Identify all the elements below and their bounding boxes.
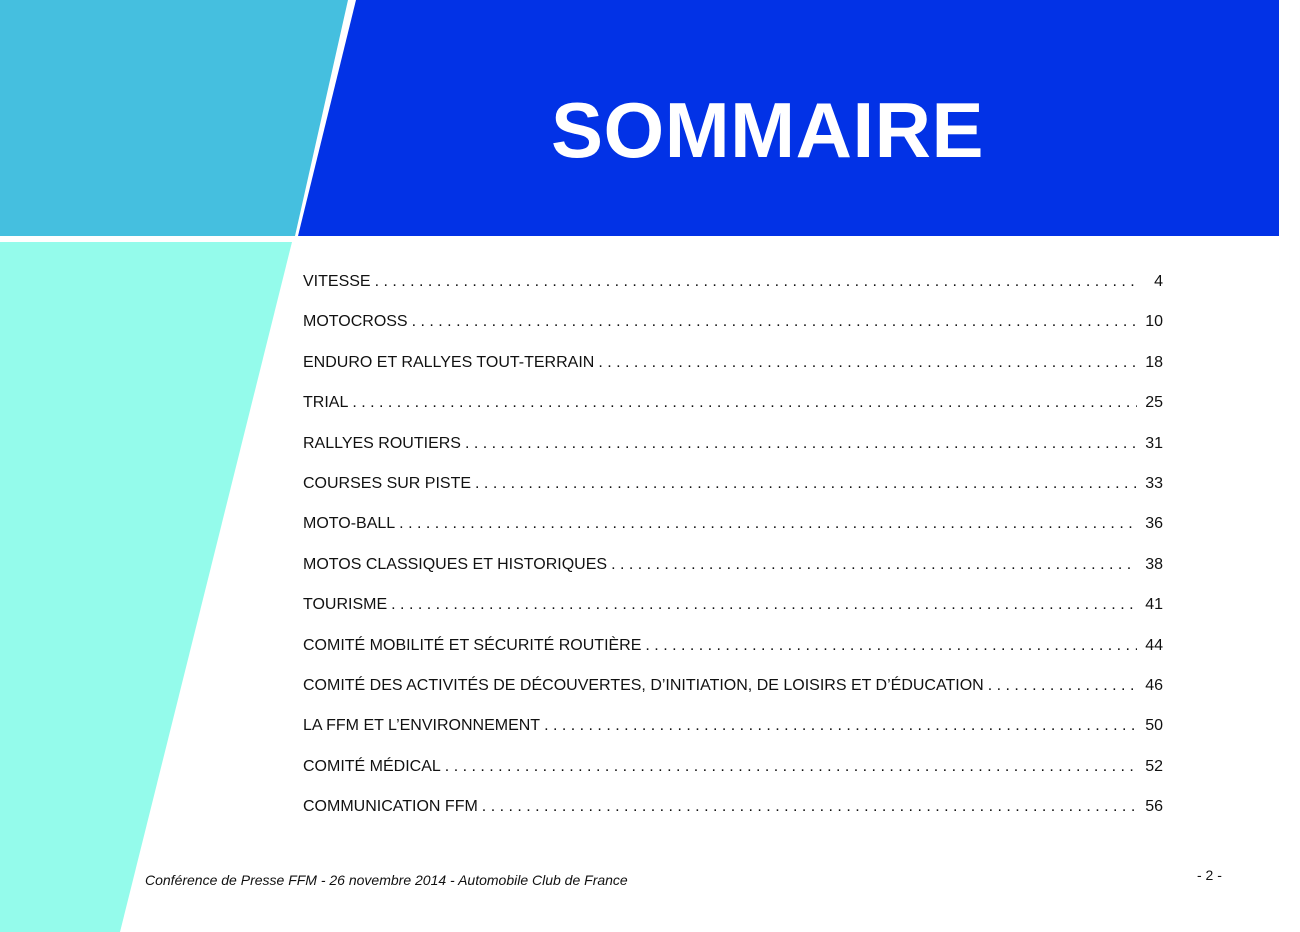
toc-entry-label: COMMUNICATION FFM — [303, 798, 478, 816]
toc-entry-page: 31 — [1145, 434, 1163, 452]
toc-entry-label: VITESSE — [303, 273, 371, 290]
toc-entry — [303, 798, 1163, 838]
toc-entry — [303, 758, 1163, 798]
toc-entry-page: 4 — [1154, 273, 1163, 290]
toc-entry-page: 33 — [1145, 474, 1163, 492]
toc-entry — [303, 596, 1163, 636]
toc-entry-label: TOURISME — [303, 596, 388, 614]
toc-entry — [303, 313, 1163, 353]
toc-entry — [303, 394, 1163, 434]
toc-entry — [303, 273, 1163, 313]
toc-entry — [303, 435, 1163, 475]
table-of-contents — [303, 273, 1163, 838]
toc-entry-page: 56 — [1145, 798, 1163, 816]
page-number: - 2 - — [1197, 867, 1222, 883]
aqua-side-band — [0, 242, 292, 932]
toc-dot-leader — [412, 313, 1137, 331]
toc-entry-label: TRIAL — [303, 394, 349, 412]
toc-entry — [303, 475, 1163, 515]
toc-entry-label: ENDURO ET RALLYES TOUT-TERRAIN — [303, 353, 595, 371]
toc-entry-page: 41 — [1145, 596, 1163, 614]
toc-dot-leader — [391, 596, 1137, 614]
toc-dot-leader — [445, 758, 1137, 776]
toc-entry — [303, 717, 1163, 757]
toc-entry-page: 38 — [1145, 555, 1163, 573]
toc-dot-leader — [544, 717, 1137, 735]
toc-dot-leader — [645, 637, 1137, 655]
toc-dot-leader — [375, 273, 1137, 291]
toc-entry — [303, 515, 1163, 555]
toc-entry-page: 46 — [1145, 676, 1163, 694]
toc-entry — [303, 637, 1163, 677]
toc-dot-leader — [465, 435, 1137, 453]
toc-entry — [303, 354, 1163, 394]
toc-dot-leader — [482, 798, 1137, 816]
toc-entry-page: 50 — [1145, 717, 1163, 735]
toc-entry-page: 36 — [1145, 515, 1163, 533]
toc-dot-leader — [399, 515, 1137, 533]
toc-entry-label: LA FFM ET L’ENVIRONNEMENT — [303, 717, 541, 735]
toc-entry-label: MOTOS CLASSIQUES ET HISTORIQUES — [303, 555, 608, 573]
toc-entry-label: MOTOCROSS — [303, 313, 408, 331]
sky-blue-block — [0, 0, 348, 236]
toc-entry-label: COURSES SUR PISTE — [303, 474, 472, 492]
toc-entry — [303, 556, 1163, 596]
toc-dot-leader — [611, 556, 1137, 574]
toc-dot-leader — [475, 475, 1137, 493]
toc-dot-leader — [352, 394, 1137, 412]
toc-entry — [303, 677, 1163, 717]
toc-dot-leader — [598, 354, 1137, 372]
toc-dot-leader — [988, 677, 1137, 695]
toc-entry-page: 18 — [1145, 353, 1163, 371]
toc-entry-page: 44 — [1145, 636, 1163, 654]
toc-entry-label: COMITÉ DES ACTIVITÉS DE DÉCOUVERTES, D’INITIATION, DE LOISIRS ET D’ÉDUCATION — [303, 676, 984, 694]
page-title: SOMMAIRE — [551, 86, 984, 174]
toc-entry-label: MOTO-BALL — [303, 515, 396, 533]
footer-caption: Conférence de Presse FFM - 26 novembre 2014 - Automobile Club de France — [145, 872, 628, 888]
toc-entry-page: 52 — [1145, 757, 1163, 775]
toc-entry-page: 25 — [1145, 394, 1163, 412]
toc-entry-label: RALLYES ROUTIERS — [303, 434, 461, 452]
toc-entry-label: COMITÉ MOBILITÉ ET SÉCURITÉ ROUTIÈRE — [303, 636, 642, 654]
toc-entry-label: COMITÉ MÉDICAL — [303, 757, 441, 775]
toc-entry-page: 10 — [1145, 313, 1163, 331]
